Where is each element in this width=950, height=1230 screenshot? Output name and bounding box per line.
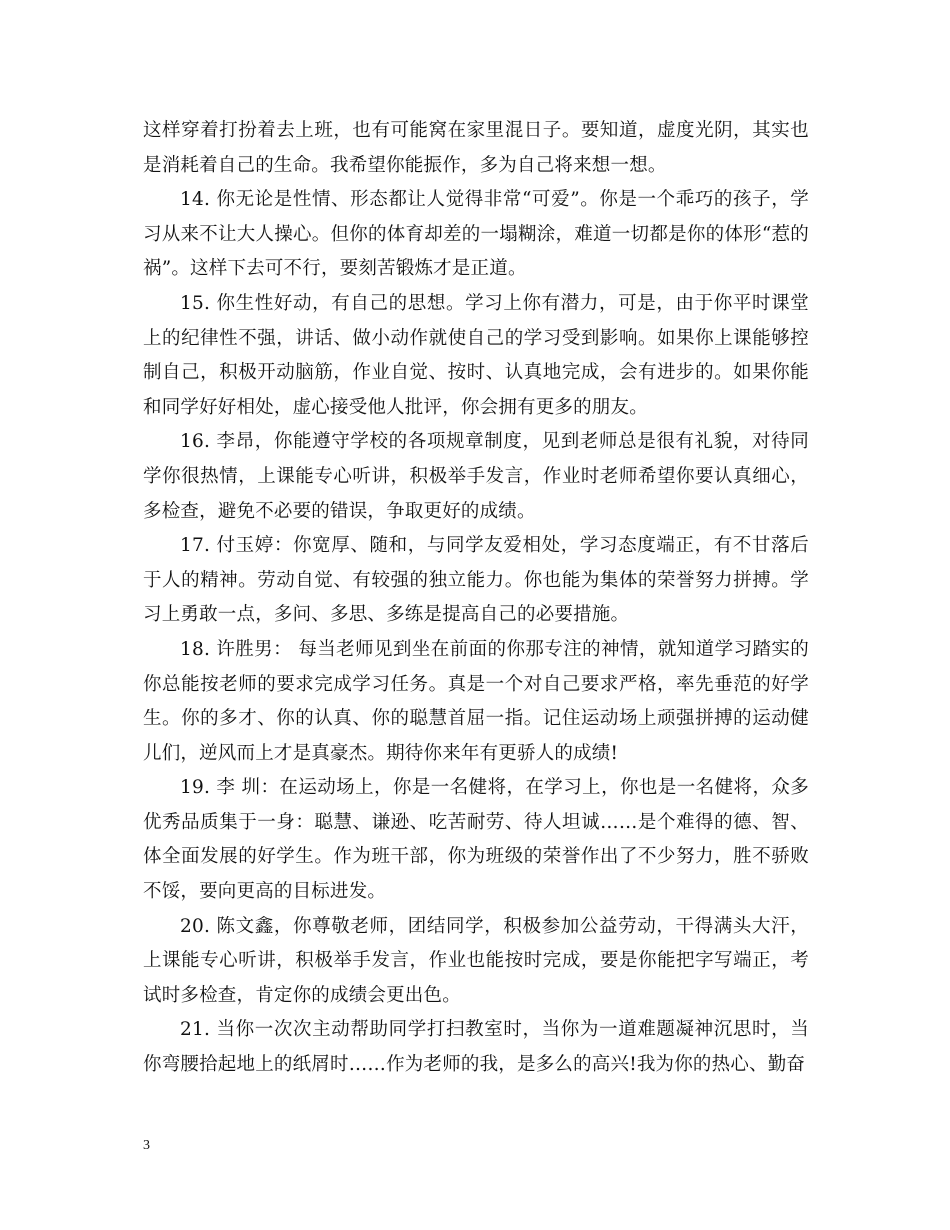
paragraph-comment-19: 19. 李 圳：在运动场上，你是一名健将，在学习上，你也是一名健将，众多优秀品质集于一身：聪慧、谦逊、吃苦耐劳、待人坦诚……是个难得的德、智、体全面发展的好学生。作为班干部，你为班级的荣誉作出了不少努力，胜不骄败不馁，要向更高的目标进发。 — [143, 777, 809, 903]
paragraph-comment-18: 18. 许胜男： 每当老师见到坐在前面的你那专注的神情，就知道学习踏实的你总能按老师的要求完成学习任务。真是一个对自己要求严格，率先垂范的好学生。你的多才、你的认真、你的聪慧首屈一指。记住运动场上顽强拼搏的运动健儿们，逆风而上才是真豪杰。期待你来年有更骄人的成绩! — [143, 638, 809, 764]
paragraph-comment-15: 15. 你生性好动，有自己的思想。学习上你有潜力，可是，由于你平时课堂上的纪律性不强，讲话、做小动作就使自己的学习受到影响。如果你上课能够控制自己，积极开动脑筋，作业自觉、按时、认真地完成，会有进步的。如果你能和同学好好相处，虚心接受他人批评，你会拥有更多的朋友。 — [143, 292, 809, 418]
paragraph-comment-20: 20. 陈文鑫，你尊敬老师，团结同学，积极参加公益劳动，干得满头大汗，上课能专心听讲，积极举手发言，作业也能按时完成，要是你能把字写端正，考试时多检查，肯定你的成绩会更出色。 — [143, 915, 809, 1006]
paragraph-continuation: 这样穿着打扮着去上班，也有可能窝在家里混日子。要知道，虚度光阴，其实也是消耗着自己的生命。我希望你能振作，多为自己将来想一想。 — [143, 120, 809, 176]
paragraph-comment-21: 21. 当你一次次主动帮助同学打扫教室时，当你为一道难题凝神沉思时，当你弯腰拾起地上的纸屑时……作为老师的我，是多么的高兴!我为你的热心、勤奋 — [143, 1019, 809, 1076]
paragraph-comment-14: 14. 你无论是性情、形态都让人觉得非常“可爱”。你是一个乖巧的孩子，学习从来不让大人操心。但你的体育却差的一塌糊涂，难道一切都是你的体形“惹的祸”。这样下去可不行，要刻苦锻炼才是正道。 — [143, 189, 809, 280]
document-body — [143, 114, 809, 1083]
page-number: 3 — [143, 1138, 150, 1153]
paragraph-comment-16: 16. 李昂，你能遵守学校的各项规章制度，见到老师总是很有礼貌，对待同学你很热情，上课能专心听讲，积极举手发言，作业时老师希望你要认真细心，多检查，避免不必要的错误，争取更好的成绩。 — [143, 431, 809, 522]
paragraph-comment-17: 17. 付玉婷：你宽厚、随和，与同学友爱相处，学习态度端正，有不甘落后于人的精神。劳动自觉、有较强的独立能力。你也能为集体的荣誉努力拼搏。学习上勇敢一点，多问、多思、多练是提高自己的必要措施。 — [143, 535, 809, 626]
